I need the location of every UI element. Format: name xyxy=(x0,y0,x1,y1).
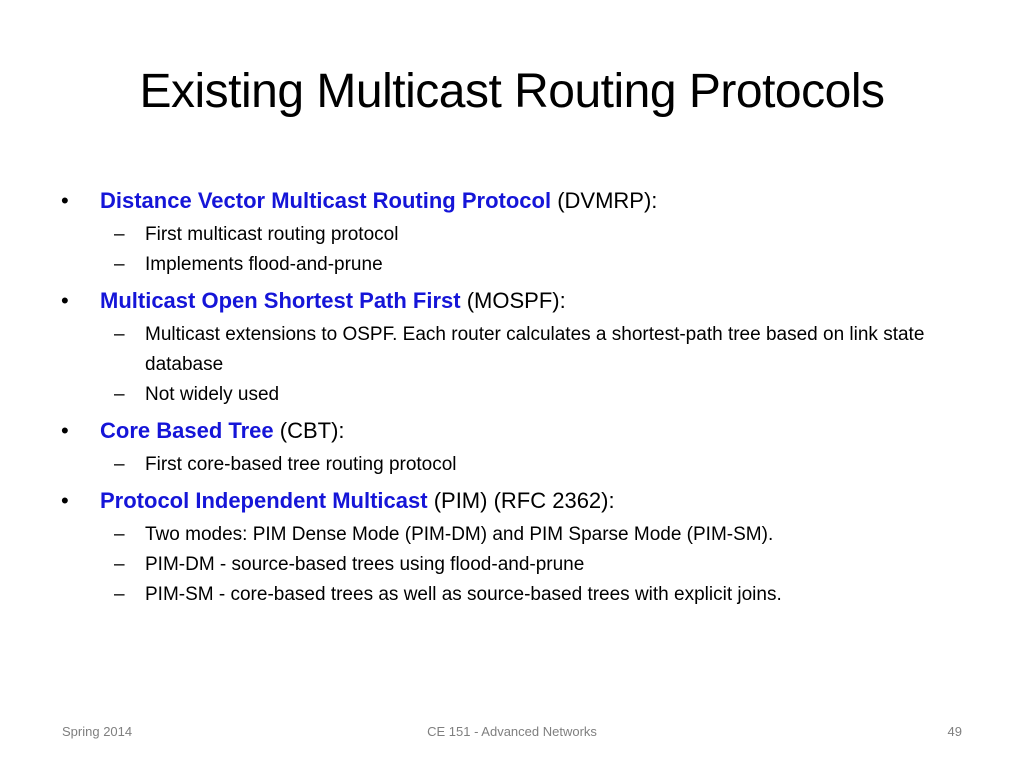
footer-page-number: 49 xyxy=(947,724,962,739)
bullet-term: Protocol Independent Multicast xyxy=(100,488,428,513)
sub-item-text: First core-based tree routing protocol xyxy=(145,454,457,475)
bullet-glyph: • xyxy=(61,188,69,213)
bullet-glyph: • xyxy=(61,288,69,313)
slide-title: Existing Multicast Routing Protocols xyxy=(139,65,885,118)
sub-item-text: Implements flood-and-prune xyxy=(145,254,383,275)
sub-item-text: PIM-DM - source-based trees using flood-and-prune xyxy=(145,554,585,575)
bullet-term: Multicast Open Shortest Path First xyxy=(100,288,461,313)
bullet-mospf xyxy=(0,282,1024,320)
bullet-dvmrp xyxy=(0,182,1024,220)
sub-item xyxy=(0,580,1024,610)
bullet-term: Core Based Tree xyxy=(100,418,274,443)
dash-glyph: – xyxy=(114,324,125,345)
bullet-rest: (DVMRP): xyxy=(551,188,658,213)
bullet-pim xyxy=(0,482,1024,520)
slide-content xyxy=(0,182,1024,610)
sub-item xyxy=(0,380,1024,410)
dash-glyph: – xyxy=(114,524,125,545)
dash-glyph: – xyxy=(114,454,125,475)
dash-glyph: – xyxy=(114,584,125,605)
dash-glyph: – xyxy=(114,254,125,275)
bullet-rest: (MOSPF): xyxy=(460,288,566,313)
bullet-rest: (PIM) (RFC 2362): xyxy=(427,488,615,513)
sub-item xyxy=(0,220,1024,250)
bullet-glyph: • xyxy=(61,418,69,443)
sub-item-text: First multicast routing protocol xyxy=(145,224,399,245)
sub-item xyxy=(0,250,1024,280)
footer-date: Spring 2014 xyxy=(62,724,133,739)
dash-glyph: – xyxy=(114,384,125,405)
bullet-glyph: • xyxy=(61,488,69,513)
sub-item-text: Two modes: PIM Dense Mode (PIM-DM) and PIM Sparse Mode (PIM-SM). xyxy=(145,524,774,545)
sub-item xyxy=(0,550,1024,580)
sub-item xyxy=(0,450,1024,480)
footer-course: CE 151 - Advanced Networks xyxy=(427,724,597,739)
sub-item xyxy=(0,520,1024,550)
sub-item-text: Multicast extensions to OSPF. Each router calculates a shortest-path tree based on link state database xyxy=(145,324,925,375)
bullet-term: Distance Vector Multicast Routing Protocol xyxy=(100,188,552,213)
bullet-rest: (CBT): xyxy=(273,418,345,443)
sub-item xyxy=(0,320,1024,380)
dash-glyph: – xyxy=(114,224,125,245)
bullet-cbt xyxy=(0,412,1024,450)
dash-glyph: – xyxy=(114,554,125,575)
sub-item-text: PIM-SM - core-based trees as well as source-based trees with explicit joins. xyxy=(145,584,782,605)
sub-item-text: Not widely used xyxy=(145,384,280,405)
